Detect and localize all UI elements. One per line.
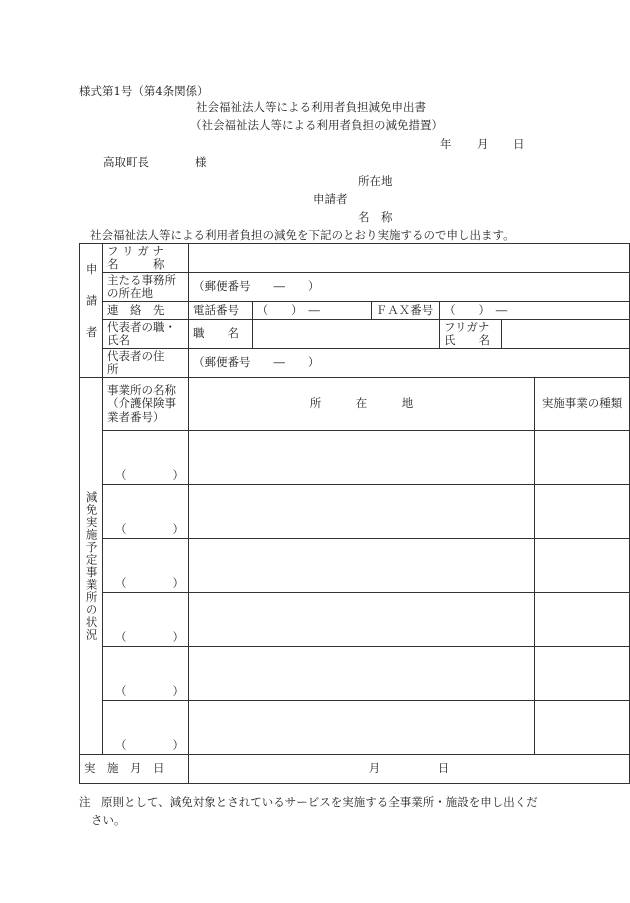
note-prefix: 注 xyxy=(79,795,91,809)
rep-name-label-cell xyxy=(439,320,501,349)
service-type-input[interactable] xyxy=(535,701,630,755)
office-location-input[interactable] xyxy=(188,593,534,647)
contact-label-cell xyxy=(102,302,188,320)
office-number-paren: （ ） xyxy=(114,683,184,698)
applicant-side-label: 申請者 xyxy=(84,263,99,358)
office-label: 主たる事務所の所在地 xyxy=(106,272,176,300)
table-row xyxy=(80,349,630,378)
col-office-name-text: 事業所の名称（介護保険事業者番号） xyxy=(106,383,176,424)
note-line-2: さい。 xyxy=(91,813,126,827)
office-number-paren: （ ） xyxy=(114,737,184,752)
postal-prefix: （郵便番号 ― ） xyxy=(192,279,320,294)
addressee: 高取町長 xyxy=(103,155,149,169)
table-row xyxy=(80,755,630,784)
impl-date-label: 実 施 月 日 xyxy=(84,761,165,776)
impl-date-input[interactable]: 月 日 xyxy=(188,755,629,784)
impl-date-label-cell xyxy=(80,755,189,784)
phone-label: 電話番号 xyxy=(188,302,252,320)
title-label: 職 名 xyxy=(188,320,252,349)
office-number-paren: （ ） xyxy=(114,521,184,536)
rep-postal-prefix: （郵便番号 ― ） xyxy=(192,355,320,370)
table-row xyxy=(80,485,630,539)
applicant-address-label: 所在地 xyxy=(358,174,393,188)
name-input[interactable] xyxy=(188,244,629,273)
table-row xyxy=(80,431,630,485)
col-service-type: 実施事業の種類 xyxy=(535,378,630,431)
application-table xyxy=(79,243,630,784)
table-row xyxy=(80,273,630,302)
rep-address-label: 代表者の住 所 xyxy=(106,348,199,376)
applicant-label: 申請者 xyxy=(313,192,348,206)
furigana-label: フ リ ガ ナ xyxy=(106,243,164,258)
service-type-input[interactable] xyxy=(535,431,630,485)
table-row xyxy=(80,302,630,320)
table-row xyxy=(80,244,630,273)
office-location-input[interactable] xyxy=(188,485,534,539)
honorific: 様 xyxy=(195,155,207,169)
status-side-label: 減免実施予定事業所の状況 xyxy=(84,491,99,641)
rep-label: 代表者の職・氏名 xyxy=(106,319,176,347)
fax-label: ＦＡＸ番号 xyxy=(371,302,439,320)
table-row xyxy=(80,539,630,593)
contact-label: 連 絡 先 xyxy=(106,302,165,317)
office-number-cell[interactable] xyxy=(102,701,188,755)
service-type-input[interactable] xyxy=(535,485,630,539)
office-number-cell[interactable] xyxy=(102,431,188,485)
table-row xyxy=(80,593,630,647)
table-row xyxy=(80,701,630,755)
intro-text: 社会福祉法人等による利用者負担の減免を下記のとおり実施するので申し出ます。 xyxy=(90,228,515,242)
office-number-paren: （ ） xyxy=(114,629,184,644)
table-row xyxy=(80,320,630,349)
applicant-side-cell xyxy=(80,244,103,378)
service-type-input[interactable] xyxy=(535,539,630,593)
note-line-1: 原則として、減免対象とされているサービスを実施する全事業所・施設を申し出くだ xyxy=(101,795,538,809)
office-number-cell[interactable] xyxy=(102,539,188,593)
rep-name-input[interactable] xyxy=(501,320,629,349)
table-row xyxy=(80,647,630,701)
title-input[interactable] xyxy=(252,320,439,349)
service-type-input[interactable] xyxy=(535,593,630,647)
office-number-paren: （ ） xyxy=(114,467,184,482)
office-location-input[interactable] xyxy=(188,539,534,593)
date-month: 月 xyxy=(477,137,489,151)
col-office-name xyxy=(102,378,188,431)
office-number-cell[interactable] xyxy=(102,485,188,539)
table-row xyxy=(80,378,630,431)
office-location-input[interactable] xyxy=(188,431,534,485)
form-number: 様式第1号（第4条関係） xyxy=(79,84,209,98)
rep-name-label: 氏 名 xyxy=(443,333,490,347)
rep-label-cell xyxy=(102,320,188,349)
name-label: 名 称 xyxy=(106,257,165,271)
rep-furigana-label: フリガナ xyxy=(443,319,490,334)
office-label-cell xyxy=(102,273,188,302)
document-subtitle: （社会福祉法人等による利用者負担の減免措置） xyxy=(190,118,443,132)
name-label-cell xyxy=(102,244,188,273)
col-location: 所 在 地 xyxy=(188,378,534,431)
fax-input[interactable]: （ ） ― xyxy=(439,302,629,320)
office-location-input[interactable] xyxy=(188,647,534,701)
date-day: 日 xyxy=(513,137,525,151)
document-title: 社会福祉法人等による利用者負担減免申出書 xyxy=(196,100,426,114)
date-year: 年 xyxy=(440,137,452,151)
office-number-cell[interactable] xyxy=(102,593,188,647)
status-side-cell xyxy=(80,378,103,755)
service-type-input[interactable] xyxy=(535,647,630,701)
office-number-paren: （ ） xyxy=(114,575,184,590)
applicant-name-label: 名 称 xyxy=(358,210,393,224)
rep-address-input[interactable] xyxy=(188,349,629,378)
phone-input[interactable]: （ ） ― xyxy=(252,302,371,320)
office-address-input[interactable] xyxy=(188,273,629,302)
rep-address-label-cell xyxy=(102,348,199,378)
office-location-input[interactable] xyxy=(188,701,534,755)
office-number-cell[interactable] xyxy=(102,647,188,701)
